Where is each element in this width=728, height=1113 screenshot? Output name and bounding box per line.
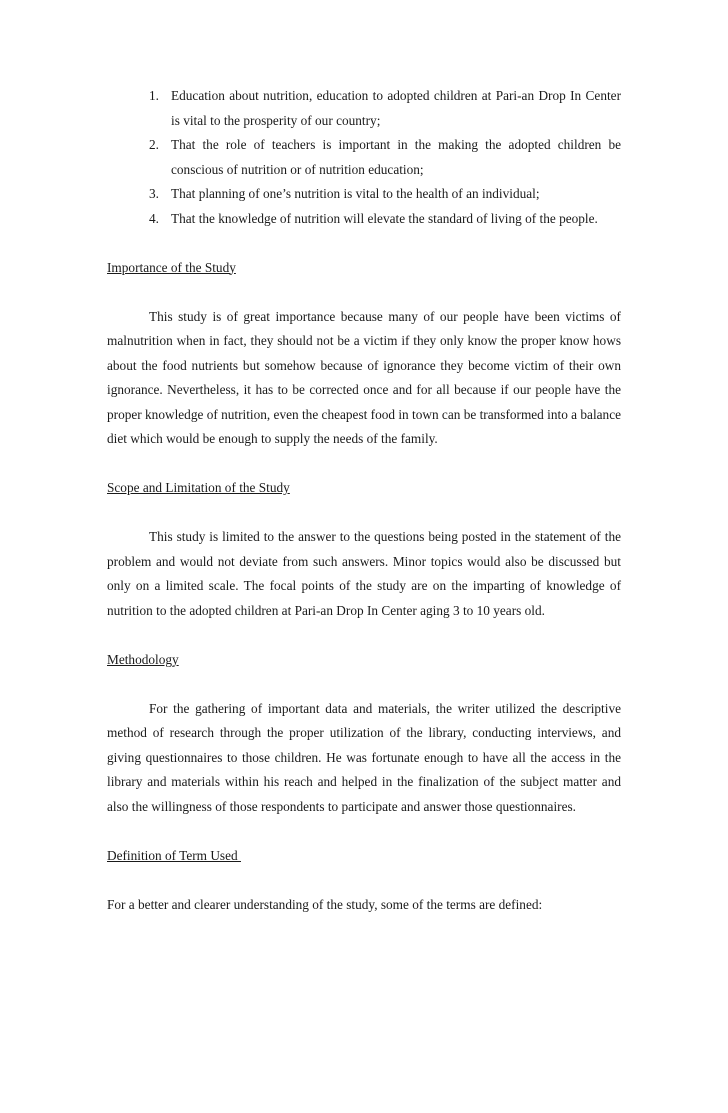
document-page bbox=[107, 84, 621, 917]
list-item-number: 4. bbox=[149, 210, 159, 226]
list-item bbox=[107, 207, 621, 232]
list-item bbox=[107, 182, 621, 207]
scope-heading: Scope and Limitation of the Study bbox=[107, 480, 290, 495]
methodology-paragraph: For the gathering of important data and materials, the writer utilized the descriptive method of research through the proper utilization of the library, conducting interviews, and giving questionnaires to those children. He was fortunate enough to have all the access in the library and materials within his reach and helped in the finalization of the subject matter and also the willingness of those respondents to participate and answer those questionnaires. bbox=[107, 700, 621, 814]
list-item bbox=[107, 84, 621, 133]
list-item-number: 1. bbox=[149, 88, 159, 103]
definition-heading: Definition of Term Used bbox=[107, 847, 241, 863]
scope-paragraph: This study is limited to the answer to the questions being posted in the statement of the problem and would not deviate from such answers. Minor topics would also be discussed but only on a limited scale. The focal points of the study are on the imparting of knowledge of nutrition to the adopted children at Pari-an Drop In Center aging 3 to 10 years old. bbox=[107, 529, 621, 618]
list-item-text: That the role of teachers is important in the making the adopted children be conscious of nutrition or of nutrition education; bbox=[171, 137, 621, 177]
list-item-number: 2. bbox=[149, 137, 159, 152]
list-item-text: Education about nutrition, education to adopted children at Pari-an Drop In Center is vital to the prosperity of our country; bbox=[171, 88, 621, 128]
list-item bbox=[107, 133, 621, 182]
importance-paragraph: This study is of great importance because many of our people have been victims of malnutrition when in fact, they should not be a victim if they only know the proper know hows about the food nutrients but somehow because of ignorance they become victim of their own ignorance. Nevertheless, it has to be corrected once and for all because if our people have the proper knowledge of nutrition, even the cheapest food in town can be transformed into a balance diet which would be enough to supply the needs of the family. bbox=[107, 308, 621, 446]
methodology-heading: Methodology bbox=[107, 651, 179, 667]
list-item-text: That the knowledge of nutrition will elevate the standard of living of the people. bbox=[171, 210, 598, 226]
numbered-list bbox=[107, 84, 621, 231]
list-item-text: That planning of one’s nutrition is vital to the health of an individual; bbox=[171, 186, 540, 201]
definition-paragraph: For a better and clearer understanding of the study, some of the terms are defined: bbox=[107, 896, 543, 912]
importance-heading: Importance of the Study bbox=[107, 259, 236, 275]
list-item-number: 3. bbox=[149, 186, 159, 201]
